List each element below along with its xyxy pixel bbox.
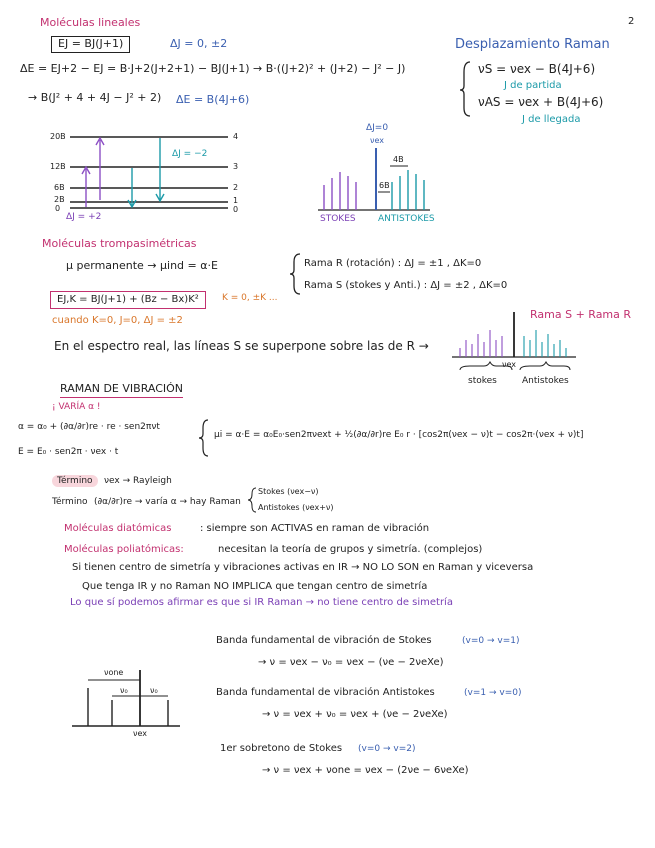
- poly-conclusion: Lo que sí podemos afirmar es que si IR Raman → no tiene centro de simetría: [70, 597, 453, 608]
- band3-transition: (v=0 → v=2): [358, 744, 416, 754]
- band3-title: 1er sobretono de Stokes: [220, 743, 343, 754]
- level-j3: 3: [233, 162, 239, 171]
- spectrum-stokes-label: STOKES: [320, 214, 356, 224]
- delta-e-result: ΔE = B(4J+6): [176, 93, 250, 106]
- rs-antistokes-label: Antistokes: [522, 376, 569, 386]
- level-j2: 2: [233, 183, 239, 192]
- diatomic-text: : siempre son ACTIVAS en raman de vibración: [200, 523, 430, 534]
- delta-e-line1: ΔE = EJ+2 − EJ = B·J+2(J+2+1) − BJ(J+1) → B·((J+2)² + (J+2) − J² − J): [20, 62, 406, 75]
- page-number: 2: [628, 16, 635, 27]
- band1-equation: → ν = νex − ν₀ = νex − (νe − 2νeXe): [258, 657, 444, 668]
- raman-shift-title: Desplazamiento Raman: [455, 37, 610, 52]
- level-label-0: 0: [55, 204, 61, 213]
- energy-formula-box: EJ = BJ(J+1): [51, 36, 130, 53]
- level-label-2b: 2B: [54, 195, 65, 204]
- rs-stokes-label: stokes: [468, 376, 497, 386]
- alpha-formula: α = α₀ + (∂α/∂r)re · re · sen2πνt: [18, 422, 160, 432]
- delta-e-line2: → B(J² + 4 + 4J − J² + 2): [28, 91, 162, 104]
- overlap-sentence: En el espectro real, las líneas S se superpone sobre las de R →: [54, 339, 429, 353]
- mu-induced-formula: μi = α·E = α₀E₀·sen2πνext + ½(∂α/∂r)re E₀ r · [cos2π(νex − ν)t − cos2π·(νex + ν)t]: [214, 430, 584, 440]
- term2-text: (∂α/∂r)re → varía α → hay Raman: [94, 497, 241, 507]
- antistokes-shift: νAS = νex + B(4J+6): [478, 95, 604, 109]
- poly-label: Moléculas poliatómicas:: [64, 544, 184, 555]
- level-label-20b: 20B: [50, 132, 66, 141]
- rs-vex-label: νex: [502, 360, 516, 369]
- band-v0-left: ν₀: [120, 686, 128, 695]
- spectrum-6b-label: 6B: [379, 181, 390, 190]
- dj-up-label: ΔJ = +2: [66, 212, 102, 222]
- band2-title: Banda fundamental de vibración Antistokes: [216, 687, 435, 698]
- term2-stokes: Stokes (νex−ν): [258, 487, 319, 496]
- section-vibracion-title: RAMAN DE VIBRACIÓN: [60, 383, 183, 398]
- diatomic-label: Moléculas diatómicas: [64, 523, 172, 534]
- band3-equation: → ν = νex + νone = νex − (2νe − 6νeXe): [262, 765, 469, 776]
- level-j1: 1: [233, 196, 239, 205]
- varia-alpha: ¡ VARÍA α !: [52, 402, 101, 412]
- band1-transition: (v=0 → v=1): [462, 636, 520, 646]
- term2-label: Término: [52, 497, 88, 507]
- rama-r: Rama R (rotación) : ΔJ = ±1 , ΔK=0: [304, 258, 482, 269]
- selection-rule: ΔJ = 0, ±2: [170, 37, 228, 50]
- dj-down-label: ΔJ = −2: [172, 149, 208, 159]
- trompo-dipole: μ permanente → μind = α·E: [66, 259, 218, 272]
- efield-formula: E = E₀ · sen2π · νex · t: [18, 447, 119, 457]
- poly-text-2: Si tienen centro de simetría y vibraciones activas en IR → NO LO SON en Raman y viceversa: [72, 562, 534, 573]
- band-v0-right: ν₀: [150, 686, 158, 695]
- band-vex-label: νex: [133, 729, 147, 738]
- level-j4: 4: [233, 132, 239, 141]
- section-trompo-header: Moléculas trompasimétricas: [42, 237, 197, 250]
- stokes-note: J de partida: [504, 80, 562, 91]
- term1-label: Término: [52, 475, 98, 487]
- spectrum-dj0-label: ΔJ=0: [366, 123, 389, 133]
- trompo-energy-box: EJ,K = BJ(J+1) + (Bz − Bx)K²: [50, 291, 206, 309]
- spectrum-4b-label: 4B: [393, 155, 404, 164]
- level-label-12b: 12B: [50, 162, 66, 171]
- band1-title: Banda fundamental de vibración de Stokes: [216, 635, 432, 646]
- trompo-k-rule: K = 0, ±K ...: [222, 293, 278, 303]
- term1-text: νex → Rayleigh: [104, 476, 172, 486]
- poly-text: necesitan la teoría de grupos y simetría. (complejos): [218, 544, 483, 555]
- term2-antistokes: Antistokes (νex+ν): [258, 503, 334, 512]
- band2-transition: (v=1 → v=0): [464, 688, 522, 698]
- spectrum-vex-label: νex: [370, 136, 384, 145]
- level-j0: 0: [233, 205, 239, 214]
- stokes-shift: νS = νex − B(4J+6): [478, 62, 596, 76]
- band2-equation: → ν = νex + ν₀ = νex + (νe − 2νeXe): [262, 709, 448, 720]
- spectrum-antistokes-label: ANTISTOKES: [378, 214, 435, 224]
- antistokes-note: J de llegada: [522, 114, 581, 125]
- poly-note: Que tenga IR y no Raman NO IMPLICA que tengan centro de simetría: [82, 581, 428, 592]
- level-label-6b: 6B: [54, 183, 65, 192]
- rs-spectrum-title: Rama S + Rama R: [530, 308, 632, 321]
- section-lineales-header: Moléculas lineales: [40, 16, 141, 29]
- rama-s: Rama S (stokes y Anti.) : ΔJ = ±2 , ΔK=0: [304, 280, 508, 291]
- band-vone-label: νone: [104, 668, 124, 677]
- trompo-condition: cuando K=0, J=0, ΔJ = ±2: [52, 315, 183, 326]
